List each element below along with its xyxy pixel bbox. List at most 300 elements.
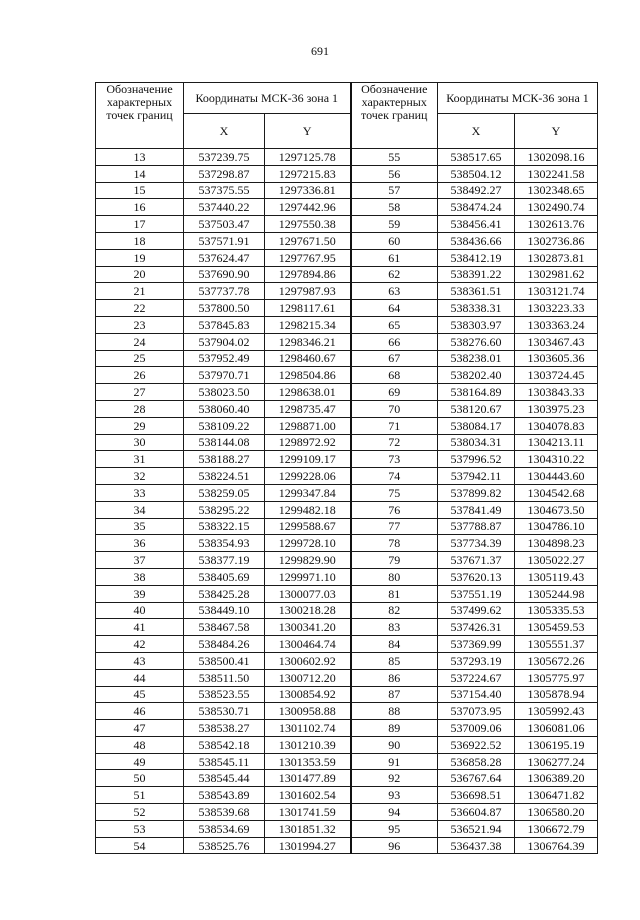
point-number-left: 23 <box>96 316 184 333</box>
point-number-right: 84 <box>351 636 438 653</box>
x-value-right: 537899.82 <box>438 484 515 501</box>
point-number-right: 88 <box>351 703 438 720</box>
table-row <box>96 669 598 686</box>
y-value-right: 1302490.74 <box>515 199 598 216</box>
x-value-right: 537154.40 <box>438 686 515 703</box>
point-number-right: 92 <box>351 770 438 787</box>
x-value-left: 537571.91 <box>184 232 265 249</box>
x-value-right: 536698.51 <box>438 787 515 804</box>
x-value-left: 538224.51 <box>184 468 265 485</box>
x-value-left: 538534.69 <box>184 820 265 837</box>
y-value-right: 1305672.26 <box>515 652 598 669</box>
point-number-left: 54 <box>96 837 184 854</box>
x-value-right: 537369.99 <box>438 636 515 653</box>
table-row <box>96 333 598 350</box>
table-row <box>96 350 598 367</box>
point-number-left: 14 <box>96 165 184 182</box>
y-value-left: 1301851.32 <box>265 820 351 837</box>
y-value-left: 1297336.81 <box>265 182 351 199</box>
point-number-left: 44 <box>96 669 184 686</box>
table-row <box>96 703 598 720</box>
x-header-right: X <box>438 114 515 149</box>
y-value-right: 1305551.37 <box>515 636 598 653</box>
table-row <box>96 619 598 636</box>
y-value-left: 1299588.67 <box>265 518 351 535</box>
y-value-left: 1301477.89 <box>265 770 351 787</box>
x-value-left: 538500.41 <box>184 652 265 669</box>
x-value-right: 537499.62 <box>438 602 515 619</box>
y-value-left: 1301102.74 <box>265 720 351 737</box>
y-value-left: 1301602.54 <box>265 787 351 804</box>
y-value-left: 1298638.01 <box>265 384 351 401</box>
y-value-left: 1297767.95 <box>265 249 351 266</box>
table-row <box>96 787 598 804</box>
x-value-left: 538545.11 <box>184 753 265 770</box>
point-number-right: 64 <box>351 300 438 317</box>
y-value-right: 1303121.74 <box>515 283 598 300</box>
y-value-right: 1305775.97 <box>515 669 598 686</box>
table-row <box>96 518 598 535</box>
x-value-left: 538259.05 <box>184 484 265 501</box>
table-row <box>96 585 598 602</box>
point-number-right: 80 <box>351 568 438 585</box>
table-row <box>96 199 598 216</box>
table-row <box>96 820 598 837</box>
x-value-right: 537073.95 <box>438 703 515 720</box>
coords-header-right: Координаты МСК-36 зона 1 <box>438 83 598 114</box>
x-value-left: 538109.22 <box>184 417 265 434</box>
x-value-right: 538436.66 <box>438 232 515 249</box>
page-number: 691 <box>311 44 329 58</box>
point-number-left: 35 <box>96 518 184 535</box>
y-value-right: 1303223.33 <box>515 300 598 317</box>
x-value-right: 538084.17 <box>438 417 515 434</box>
x-value-right: 538303.97 <box>438 316 515 333</box>
x-value-right: 536437.38 <box>438 837 515 854</box>
x-value-left: 537904.02 <box>184 333 265 350</box>
point-number-left: 27 <box>96 384 184 401</box>
point-number-right: 86 <box>351 669 438 686</box>
point-number-left: 20 <box>96 266 184 283</box>
x-value-left: 538144.08 <box>184 434 265 451</box>
y-value-left: 1298215.34 <box>265 316 351 333</box>
x-value-right: 538034.31 <box>438 434 515 451</box>
point-number-right: 77 <box>351 518 438 535</box>
x-value-right: 537671.37 <box>438 552 515 569</box>
y-value-right: 1305878.94 <box>515 686 598 703</box>
point-number-left: 16 <box>96 199 184 216</box>
table-row <box>96 652 598 669</box>
point-number-left: 52 <box>96 804 184 821</box>
table-row <box>96 367 598 384</box>
point-number-left: 17 <box>96 216 184 233</box>
y-value-right: 1302873.81 <box>515 249 598 266</box>
point-number-right: 89 <box>351 720 438 737</box>
point-number-right: 55 <box>351 149 438 166</box>
point-label-header-right: Обозначение характерных точек границ <box>351 83 438 149</box>
point-number-right: 91 <box>351 753 438 770</box>
coordinates-table <box>95 82 598 854</box>
point-number-right: 93 <box>351 787 438 804</box>
y-value-left: 1298871.00 <box>265 417 351 434</box>
y-value-right: 1302613.76 <box>515 216 598 233</box>
point-number-left: 37 <box>96 552 184 569</box>
x-value-left: 538354.93 <box>184 535 265 552</box>
x-value-right: 537996.52 <box>438 451 515 468</box>
table-row <box>96 636 598 653</box>
y-value-right: 1306471.82 <box>515 787 598 804</box>
x-value-right: 538276.60 <box>438 333 515 350</box>
table-row <box>96 182 598 199</box>
x-value-left: 538023.50 <box>184 384 265 401</box>
point-number-left: 31 <box>96 451 184 468</box>
point-number-right: 73 <box>351 451 438 468</box>
point-number-right: 68 <box>351 367 438 384</box>
point-number-right: 85 <box>351 652 438 669</box>
y-value-left: 1299109.17 <box>265 451 351 468</box>
y-value-right: 1305244.98 <box>515 585 598 602</box>
table-row <box>96 568 598 585</box>
x-value-left: 537440.22 <box>184 199 265 216</box>
point-number-right: 87 <box>351 686 438 703</box>
y-value-left: 1298735.47 <box>265 400 351 417</box>
point-number-right: 95 <box>351 820 438 837</box>
x-value-right: 537620.13 <box>438 568 515 585</box>
x-value-left: 538377.19 <box>184 552 265 569</box>
point-number-right: 67 <box>351 350 438 367</box>
point-number-right: 83 <box>351 619 438 636</box>
point-number-left: 13 <box>96 149 184 166</box>
y-value-left: 1299347.84 <box>265 484 351 501</box>
point-number-left: 26 <box>96 367 184 384</box>
y-value-left: 1297894.86 <box>265 266 351 283</box>
y-value-left: 1297671.50 <box>265 232 351 249</box>
point-number-right: 71 <box>351 417 438 434</box>
y-value-right: 1302981.62 <box>515 266 598 283</box>
table-row <box>96 602 598 619</box>
y-value-left: 1299228.06 <box>265 468 351 485</box>
point-number-left: 36 <box>96 535 184 552</box>
table-row <box>96 535 598 552</box>
y-value-left: 1299728.10 <box>265 535 351 552</box>
y-value-right: 1305119.43 <box>515 568 598 585</box>
x-value-left: 538449.10 <box>184 602 265 619</box>
y-value-left: 1298504.86 <box>265 367 351 384</box>
x-value-right: 538474.24 <box>438 199 515 216</box>
point-number-left: 40 <box>96 602 184 619</box>
point-number-right: 79 <box>351 552 438 569</box>
x-value-left: 538405.69 <box>184 568 265 585</box>
point-number-left: 46 <box>96 703 184 720</box>
table-row <box>96 434 598 451</box>
y-value-right: 1304786.10 <box>515 518 598 535</box>
x-value-left: 538425.28 <box>184 585 265 602</box>
x-value-left: 538511.50 <box>184 669 265 686</box>
y-value-right: 1304673.50 <box>515 501 598 518</box>
y-header-left: Y <box>265 114 351 149</box>
x-value-right: 538492.27 <box>438 182 515 199</box>
y-value-right: 1304443.60 <box>515 468 598 485</box>
y-value-left: 1300341.20 <box>265 619 351 636</box>
table-row <box>96 753 598 770</box>
table-row <box>96 232 598 249</box>
x-value-left: 537737.78 <box>184 283 265 300</box>
y-value-right: 1302736.86 <box>515 232 598 249</box>
x-value-left: 538523.55 <box>184 686 265 703</box>
y-value-left: 1301210.39 <box>265 736 351 753</box>
x-value-right: 536922.52 <box>438 736 515 753</box>
y-value-left: 1297987.93 <box>265 283 351 300</box>
y-value-right: 1304542.68 <box>515 484 598 501</box>
table-row <box>96 149 598 166</box>
x-value-right: 538120.67 <box>438 400 515 417</box>
table-row <box>96 451 598 468</box>
point-number-left: 42 <box>96 636 184 653</box>
point-number-right: 94 <box>351 804 438 821</box>
x-value-right: 538412.19 <box>438 249 515 266</box>
x-value-left: 538484.26 <box>184 636 265 653</box>
x-value-left: 537503.47 <box>184 216 265 233</box>
x-value-right: 537788.87 <box>438 518 515 535</box>
x-value-left: 538542.18 <box>184 736 265 753</box>
point-number-left: 45 <box>96 686 184 703</box>
x-header-left: X <box>184 114 265 149</box>
y-value-right: 1306081.06 <box>515 720 598 737</box>
table-row <box>96 300 598 317</box>
x-value-left: 537952.49 <box>184 350 265 367</box>
point-number-right: 56 <box>351 165 438 182</box>
point-number-right: 59 <box>351 216 438 233</box>
y-value-left: 1298346.21 <box>265 333 351 350</box>
x-value-left: 538543.89 <box>184 787 265 804</box>
y-value-right: 1306195.19 <box>515 736 598 753</box>
y-value-left: 1300958.88 <box>265 703 351 720</box>
x-value-left: 538538.27 <box>184 720 265 737</box>
point-number-right: 82 <box>351 602 438 619</box>
y-value-right: 1306277.24 <box>515 753 598 770</box>
point-number-right: 57 <box>351 182 438 199</box>
point-number-left: 49 <box>96 753 184 770</box>
point-number-left: 30 <box>96 434 184 451</box>
y-value-right: 1302241.58 <box>515 165 598 182</box>
point-number-left: 28 <box>96 400 184 417</box>
point-number-right: 69 <box>351 384 438 401</box>
table-row <box>96 417 598 434</box>
y-value-left: 1299482.18 <box>265 501 351 518</box>
point-number-left: 25 <box>96 350 184 367</box>
point-number-right: 60 <box>351 232 438 249</box>
point-number-left: 43 <box>96 652 184 669</box>
x-value-right: 537293.19 <box>438 652 515 669</box>
y-value-right: 1304310.22 <box>515 451 598 468</box>
point-number-left: 18 <box>96 232 184 249</box>
point-number-left: 22 <box>96 300 184 317</box>
y-value-right: 1306389.20 <box>515 770 598 787</box>
point-number-left: 51 <box>96 787 184 804</box>
x-value-right: 538361.51 <box>438 283 515 300</box>
y-value-right: 1303724.45 <box>515 367 598 384</box>
coords-header-left: Координаты МСК-36 зона 1 <box>184 83 351 114</box>
point-number-left: 41 <box>96 619 184 636</box>
y-value-left: 1298460.67 <box>265 350 351 367</box>
y-value-right: 1303975.23 <box>515 400 598 417</box>
point-number-right: 63 <box>351 283 438 300</box>
point-number-right: 75 <box>351 484 438 501</box>
point-number-left: 47 <box>96 720 184 737</box>
x-value-right: 537224.67 <box>438 669 515 686</box>
y-value-left: 1297550.38 <box>265 216 351 233</box>
table-row <box>96 165 598 182</box>
table-row <box>96 484 598 501</box>
x-value-left: 538060.40 <box>184 400 265 417</box>
point-number-left: 24 <box>96 333 184 350</box>
point-number-right: 72 <box>351 434 438 451</box>
x-value-left: 538467.58 <box>184 619 265 636</box>
x-value-right: 538504.12 <box>438 165 515 182</box>
y-value-right: 1304213.11 <box>515 434 598 451</box>
x-value-right: 536767.64 <box>438 770 515 787</box>
x-value-right: 537734.39 <box>438 535 515 552</box>
point-number-left: 39 <box>96 585 184 602</box>
y-value-left: 1300712.20 <box>265 669 351 686</box>
x-value-left: 537239.75 <box>184 149 265 166</box>
y-value-right: 1306764.39 <box>515 837 598 854</box>
x-value-right: 537009.06 <box>438 720 515 737</box>
x-value-right: 536858.28 <box>438 753 515 770</box>
x-value-right: 537551.19 <box>438 585 515 602</box>
x-value-right: 538456.41 <box>438 216 515 233</box>
point-number-right: 74 <box>351 468 438 485</box>
point-number-right: 90 <box>351 736 438 753</box>
x-value-right: 536604.87 <box>438 804 515 821</box>
x-value-left: 537298.87 <box>184 165 265 182</box>
x-value-right: 538517.65 <box>438 149 515 166</box>
x-value-right: 538338.31 <box>438 300 515 317</box>
point-number-left: 33 <box>96 484 184 501</box>
table-row <box>96 501 598 518</box>
y-value-left: 1299971.10 <box>265 568 351 585</box>
table-row <box>96 216 598 233</box>
point-number-left: 19 <box>96 249 184 266</box>
x-value-left: 537624.47 <box>184 249 265 266</box>
x-value-left: 537800.50 <box>184 300 265 317</box>
x-value-right: 537426.31 <box>438 619 515 636</box>
point-number-right: 96 <box>351 837 438 854</box>
x-value-left: 538525.76 <box>184 837 265 854</box>
x-value-left: 538545.44 <box>184 770 265 787</box>
y-value-right: 1304898.23 <box>515 535 598 552</box>
point-number-left: 48 <box>96 736 184 753</box>
table-row <box>96 266 598 283</box>
point-number-left: 34 <box>96 501 184 518</box>
point-number-right: 62 <box>351 266 438 283</box>
y-value-left: 1297215.83 <box>265 165 351 182</box>
point-number-right: 66 <box>351 333 438 350</box>
y-value-left: 1298972.92 <box>265 434 351 451</box>
x-value-right: 538202.40 <box>438 367 515 384</box>
x-value-left: 537375.55 <box>184 182 265 199</box>
y-value-left: 1300077.03 <box>265 585 351 602</box>
y-value-left: 1297125.78 <box>265 149 351 166</box>
y-value-left: 1299829.90 <box>265 552 351 569</box>
point-label-header-left: Обозначение характерных точек границ <box>96 83 184 149</box>
y-value-left: 1300854.92 <box>265 686 351 703</box>
x-value-left: 537970.71 <box>184 367 265 384</box>
x-value-left: 537845.83 <box>184 316 265 333</box>
point-number-left: 38 <box>96 568 184 585</box>
y-value-left: 1301994.27 <box>265 837 351 854</box>
y-value-left: 1297442.96 <box>265 199 351 216</box>
y-value-right: 1302348.65 <box>515 182 598 199</box>
table-header-row <box>96 83 598 114</box>
table-row <box>96 804 598 821</box>
table-row <box>96 552 598 569</box>
y-value-right: 1302098.16 <box>515 149 598 166</box>
table-row <box>96 770 598 787</box>
y-value-left: 1301353.59 <box>265 753 351 770</box>
y-value-right: 1304078.83 <box>515 417 598 434</box>
point-number-right: 58 <box>351 199 438 216</box>
point-number-left: 53 <box>96 820 184 837</box>
y-value-right: 1305022.27 <box>515 552 598 569</box>
point-number-right: 70 <box>351 400 438 417</box>
y-value-right: 1305459.53 <box>515 619 598 636</box>
table-row <box>96 283 598 300</box>
y-value-right: 1305992.43 <box>515 703 598 720</box>
y-value-left: 1298117.61 <box>265 300 351 317</box>
x-value-right: 538238.01 <box>438 350 515 367</box>
y-value-right: 1306672.79 <box>515 820 598 837</box>
y-value-right: 1303363.24 <box>515 316 598 333</box>
y-value-left: 1300602.92 <box>265 652 351 669</box>
x-value-right: 537841.49 <box>438 501 515 518</box>
point-number-left: 32 <box>96 468 184 485</box>
point-number-right: 65 <box>351 316 438 333</box>
x-value-right: 537942.11 <box>438 468 515 485</box>
table-row <box>96 720 598 737</box>
point-number-left: 50 <box>96 770 184 787</box>
x-value-left: 538295.22 <box>184 501 265 518</box>
table-row <box>96 686 598 703</box>
point-number-left: 29 <box>96 417 184 434</box>
table-row <box>96 468 598 485</box>
x-value-left: 537690.90 <box>184 266 265 283</box>
point-number-right: 61 <box>351 249 438 266</box>
y-value-left: 1300218.28 <box>265 602 351 619</box>
point-number-left: 21 <box>96 283 184 300</box>
x-value-right: 536521.94 <box>438 820 515 837</box>
table-row <box>96 384 598 401</box>
y-value-left: 1301741.59 <box>265 804 351 821</box>
point-number-right: 78 <box>351 535 438 552</box>
y-value-right: 1303843.33 <box>515 384 598 401</box>
x-value-right: 538164.89 <box>438 384 515 401</box>
table-row <box>96 249 598 266</box>
table-row <box>96 316 598 333</box>
x-value-right: 538391.22 <box>438 266 515 283</box>
point-number-right: 81 <box>351 585 438 602</box>
table-row <box>96 400 598 417</box>
point-number-left: 15 <box>96 182 184 199</box>
y-header-right: Y <box>515 114 598 149</box>
y-value-right: 1306580.20 <box>515 804 598 821</box>
y-value-right: 1303605.36 <box>515 350 598 367</box>
x-value-left: 538530.71 <box>184 703 265 720</box>
y-value-left: 1300464.74 <box>265 636 351 653</box>
table-row <box>96 837 598 854</box>
point-number-right: 76 <box>351 501 438 518</box>
x-value-left: 538188.27 <box>184 451 265 468</box>
